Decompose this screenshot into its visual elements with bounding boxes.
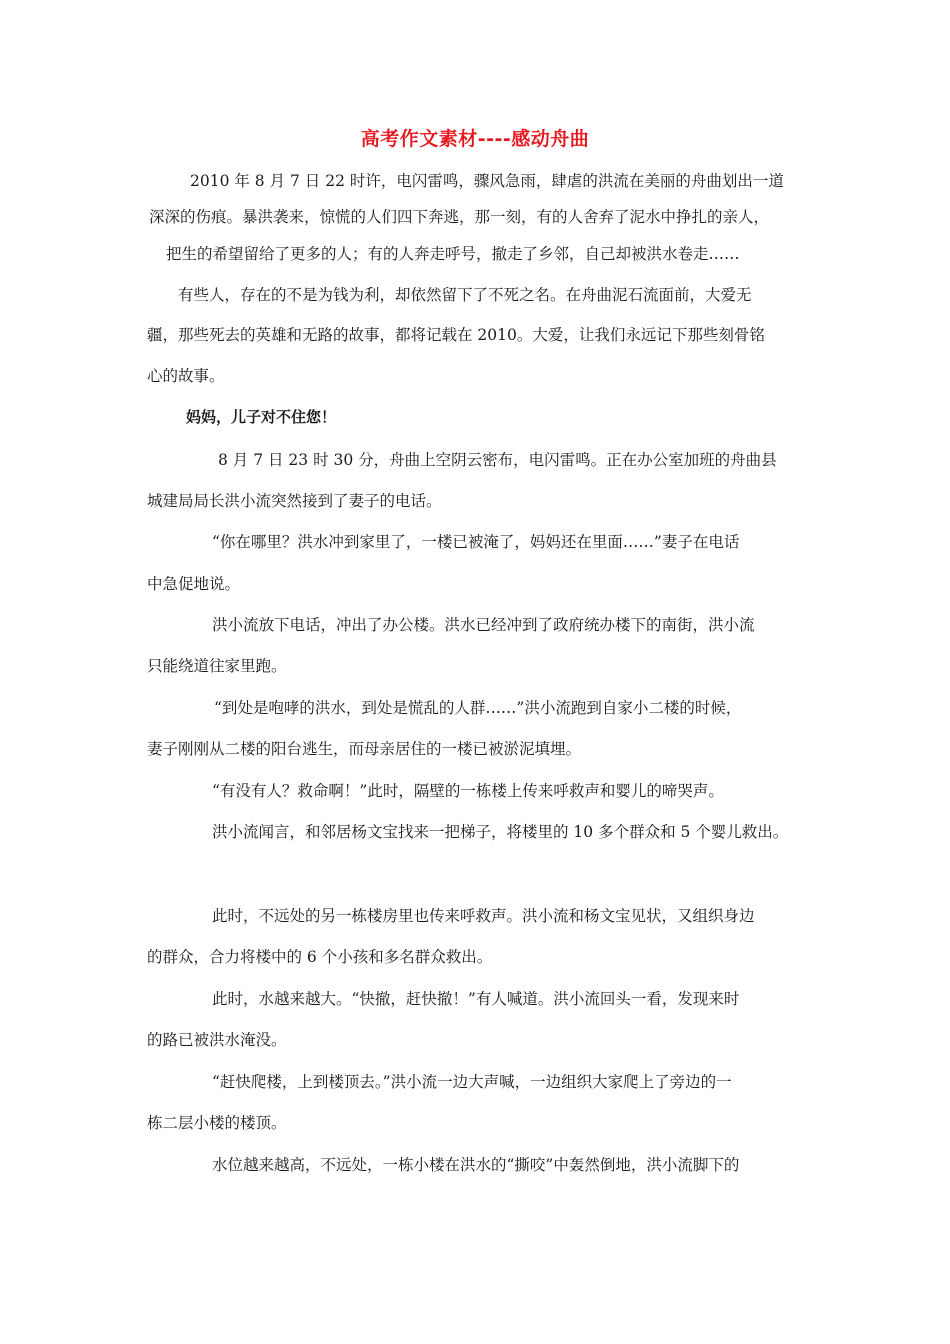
paragraph-line: 只能绕道往家里跑。 (147, 657, 287, 675)
page-title: 高考作文素材----感动舟曲 (360, 128, 590, 150)
intro-line-3: 把生的希望留给了更多的人；有的人奔走呼号，撤走了乡邻，自己却被洪水卷走…… (166, 245, 740, 263)
intro-line-1: 2010 年 8 月 7 日 22 时许，电闪雷鸣，骤风急雨，肆虐的洪流在美丽的舟曲划出一道 (190, 172, 784, 190)
paragraph-line: 洪小流放下电话，冲出了办公楼。洪水已经冲到了政府统办楼下的南街，洪小流 (212, 616, 755, 634)
paragraph-line: “有没有人？救命啊！”此时，隔壁的一栋楼上传来呼救声和婴儿的啼哭声。 (212, 782, 724, 800)
paragraph-line: 的群众，合力将楼中的 6 个小孩和多名群众救出。 (147, 948, 493, 966)
paragraph-line: 妻子刚刚从二楼的阳台逃生，而母亲居住的一楼已被淤泥填埋。 (147, 740, 582, 758)
section-heading: 妈妈，儿子对不住您！ (186, 408, 337, 426)
paragraph-line: 中急促地说。 (147, 575, 241, 593)
paragraph-line: 疆，那些死去的英雄和无路的故事，都将记载在 2010。大爱，让我们永远记下那些刻骨铭 (147, 326, 765, 344)
paragraph-line: 城建局局长洪小流突然接到了妻子的电话。 (147, 492, 442, 510)
paragraph-line: 此时，不远处的另一栋楼房里也传来呼救声。洪小流和杨文宝见状，又组织身边 (212, 907, 755, 925)
paragraph-line: 洪小流闻言，和邻居杨文宝找来一把梯子，将楼里的 10 多个群众和 5 个婴儿救出。 (212, 823, 789, 841)
paragraph-line: 栋二层小楼的楼顶。 (147, 1114, 287, 1132)
paragraph-line: 8 月 7 日 23 时 30 分，舟曲上空阴云密布，电闪雷鸣。正在办公室加班的舟曲县 (218, 451, 777, 469)
intro-line-2: 深深的伤痕。暴洪袭来，惊慌的人们四下奔逃，那一刻，有的人舍弃了泥水中挣扎的亲人， (149, 208, 770, 226)
paragraph-line: “你在哪里？洪水冲到家里了，一楼已被淹了，妈妈还在里面……”妻子在电话 (212, 533, 740, 551)
paragraph-line: “到处是咆哮的洪水，到处是慌乱的人群……”洪小流跑到自家小二楼的时候， (214, 699, 742, 717)
paragraph-line: 水位越来越高，不远处，一栋小楼在洪水的“撕咬”中轰然倒地，洪小流脚下的 (212, 1156, 740, 1174)
paragraph-line: “赶快爬楼，上到楼顶去。”洪小流一边大声喊，一边组织大家爬上了旁边的一 (212, 1073, 732, 1091)
paragraph-line: 此时，水越来越大。“快撤，赶快撤！”有人喊道。洪小流回头一看，发现来时 (212, 990, 740, 1008)
paragraph-line: 心的故事。 (147, 367, 225, 385)
paragraph-line: 有些人，存在的不是为钱为利，却依然留下了不死之名。在舟曲泥石流面前，大爱无 (178, 286, 752, 304)
paragraph-line: 的路已被洪水淹没。 (147, 1031, 287, 1049)
